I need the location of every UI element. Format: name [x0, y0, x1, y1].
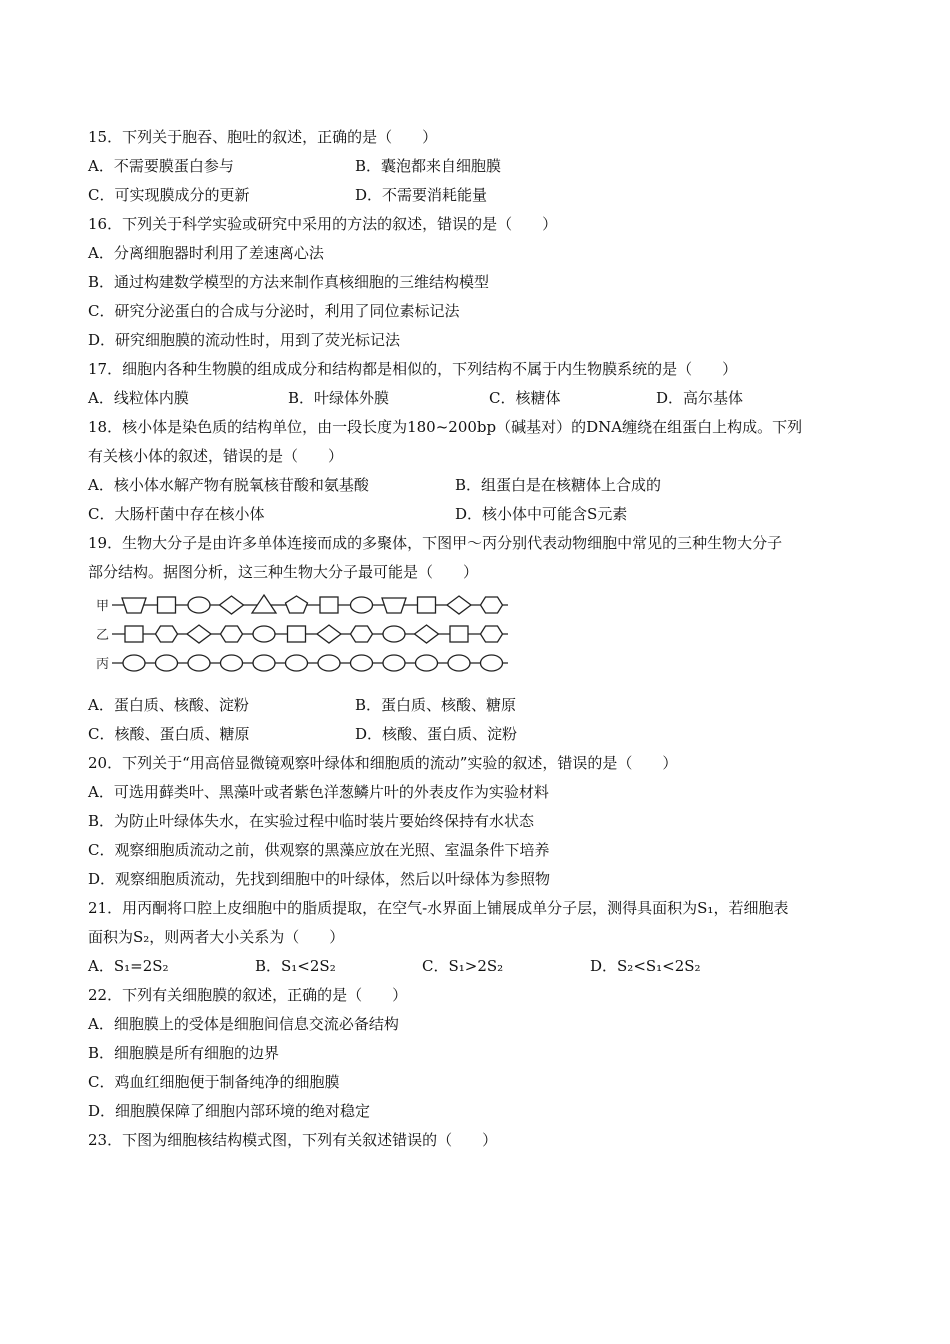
ellipse-monomer-icon: [351, 655, 373, 671]
option-c: C．大肠杆菌中存在核小体: [88, 505, 265, 523]
diamond-monomer-icon: [317, 625, 341, 643]
question-18-stem-cont: 有关核小体的叙述，错误的是（ ）: [88, 447, 344, 465]
option-c: C．核糖体: [489, 389, 561, 407]
option-d: D．不需要消耗能量: [355, 186, 488, 204]
option-a: A．S₁=2S₂: [88, 957, 169, 975]
ellipse-monomer-icon: [156, 655, 178, 671]
question-18-options-row2: [88, 500, 878, 529]
option-a: A．线粒体内膜: [88, 389, 189, 407]
row-label: 丙: [96, 657, 110, 672]
ellipse-monomer-icon: [253, 626, 275, 642]
question-page: [88, 123, 878, 1155]
option-b: B．叶绿体外膜: [288, 389, 390, 407]
question-20-stem: 20．下列关于“用高倍显微镜观察叶绿体和细胞质的流动”实验的叙述，错误的是（ ）: [88, 754, 678, 772]
square-monomer-icon: [418, 597, 436, 613]
option-d: D．细胞膜保障了细胞内部环境的绝对稳定: [88, 1102, 371, 1120]
option-c: C．可实现膜成分的更新: [88, 186, 250, 204]
question-21-stem-cont: 面积为S₂，则两者大小关系为（ ）: [88, 928, 345, 946]
ellipse-monomer-icon: [123, 655, 145, 671]
row-label: 甲: [96, 599, 110, 614]
question-15-options-row1: [88, 152, 878, 181]
question-22-stem: 22．下列有关细胞膜的叙述，正确的是（ ）: [88, 986, 408, 1004]
hexagon-monomer-icon: [481, 626, 503, 642]
diamond-monomer-icon: [415, 625, 439, 643]
option-d: D．核酸、蛋白质、淀粉: [355, 725, 518, 743]
option-b: B．S₁<2S₂: [255, 957, 336, 975]
square-monomer-icon: [320, 597, 338, 613]
option-a: A．可选用藓类叶、黑藻叶或者紫色洋葱鳞片叶的外表皮作为实验材料: [88, 783, 549, 801]
ellipse-monomer-icon: [351, 597, 373, 613]
square-monomer-icon: [158, 597, 176, 613]
ellipse-monomer-icon: [286, 655, 308, 671]
option-d: D．观察细胞质流动，先找到细胞中的叶绿体，然后以叶绿体为参照物: [88, 870, 551, 888]
diamond-monomer-icon: [447, 596, 471, 614]
option-b: B．囊泡都来自细胞膜: [355, 157, 502, 175]
question-19-stem: 19．生物大分子是由许多单体连接而成的多聚体，下图甲～丙分别代表动物细胞中常见的三种生物大分子: [88, 534, 783, 552]
option-b: B．为防止叶绿体失水，在实验过程中临时装片要始终保持有水状态: [88, 812, 535, 830]
square-monomer-icon: [450, 626, 468, 642]
option-a: A．核小体水解产物有脱氧核苷酸和氨基酸: [88, 476, 369, 494]
option-b: B．通过构建数学模型的方法来制作真核细胞的三维结构模型: [88, 273, 490, 291]
diamond-monomer-icon: [187, 625, 211, 643]
option-d: D．S₂<S₁<2S₂: [590, 957, 701, 975]
polymer-diagram: [88, 587, 878, 691]
question-23-stem: 23．下图为细胞核结构模式图，下列有关叙述错误的（ ）: [88, 1131, 498, 1149]
question-15-options-row2: [88, 181, 878, 210]
triangle-monomer-icon: [252, 595, 276, 613]
option-a: A．细胞膜上的受体是细胞间信息交流必备结构: [88, 1015, 399, 1033]
question-21-options: [88, 952, 878, 981]
question-19-options-row2: [88, 720, 878, 749]
question-18-stem: 18．核小体是染色质的结构单位，由一段长度为180~200bp（碱基对）的DNA缠绕在组蛋白上构成。下列: [88, 418, 803, 436]
ellipse-monomer-icon: [383, 655, 405, 671]
square-monomer-icon: [125, 626, 143, 642]
option-c: C．核酸、蛋白质、糖原: [88, 725, 250, 743]
option-c: C．观察细胞质流动之前，供观察的黑藻应放在光照、室温条件下培养: [88, 841, 550, 859]
question-17-options: [88, 384, 878, 413]
ellipse-monomer-icon: [481, 655, 503, 671]
question-19-options-row1: [88, 691, 878, 720]
option-c: C．研究分泌蛋白的合成与分泌时，利用了同位素标记法: [88, 302, 460, 320]
hexagon-monomer-icon: [156, 626, 178, 642]
hexagon-monomer-icon: [351, 626, 373, 642]
question-18-options-row1: [88, 471, 878, 500]
question-19-stem-cont: 部分结构。据图分析，这三种生物大分子最可能是（ ）: [88, 563, 479, 581]
question-17-stem: 17．细胞内各种生物膜的组成成分和结构都是相似的，下列结构不属于内生物膜系统的是（ ）: [88, 360, 738, 378]
polymer-chains-figure: [96, 589, 526, 689]
option-a: A．不需要膜蛋白参与: [88, 157, 234, 175]
option-b: B．组蛋白是在核糖体上合成的: [455, 476, 662, 494]
option-c: C．S₁>2S₂: [422, 957, 504, 975]
option-a: A．蛋白质、核酸、淀粉: [88, 696, 249, 714]
option-d: D．高尔基体: [656, 389, 744, 407]
option-d: D．研究细胞膜的流动性时，用到了荧光标记法: [88, 331, 401, 349]
ellipse-monomer-icon: [448, 655, 470, 671]
option-d: D．核小体中可能含S元素: [455, 505, 628, 523]
ellipse-monomer-icon: [416, 655, 438, 671]
question-21-stem: 21．用丙酮将口腔上皮细胞中的脂质提取，在空气-水界面上铺展成单分子层，测得具面积为S₁，若细胞表: [88, 899, 789, 917]
option-b: B．细胞膜是所有细胞的边界: [88, 1044, 280, 1062]
ellipse-monomer-icon: [188, 655, 210, 671]
ellipse-monomer-icon: [383, 626, 405, 642]
pentagon-monomer-icon: [286, 596, 308, 613]
ellipse-monomer-icon: [318, 655, 340, 671]
question-15-stem: 15．下列关于胞吞、胞吐的叙述，正确的是（ ）: [88, 128, 438, 146]
trapezoid-monomer-icon: [122, 598, 146, 613]
ellipse-monomer-icon: [253, 655, 275, 671]
diamond-monomer-icon: [220, 596, 244, 614]
option-c: C．鸡血红细胞便于制备纯净的细胞膜: [88, 1073, 340, 1091]
ellipse-monomer-icon: [221, 655, 243, 671]
ellipse-monomer-icon: [188, 597, 210, 613]
square-monomer-icon: [288, 626, 306, 642]
option-b: B．蛋白质、核酸、糖原: [355, 696, 517, 714]
trapezoid-monomer-icon: [382, 598, 406, 613]
option-a: A．分离细胞器时利用了差速离心法: [88, 244, 324, 262]
hexagon-monomer-icon: [221, 626, 243, 642]
question-16-stem: 16．下列关于科学实验或研究中采用的方法的叙述，错误的是（ ）: [88, 215, 558, 233]
row-label: 乙: [96, 628, 110, 643]
hexagon-monomer-icon: [481, 597, 503, 613]
